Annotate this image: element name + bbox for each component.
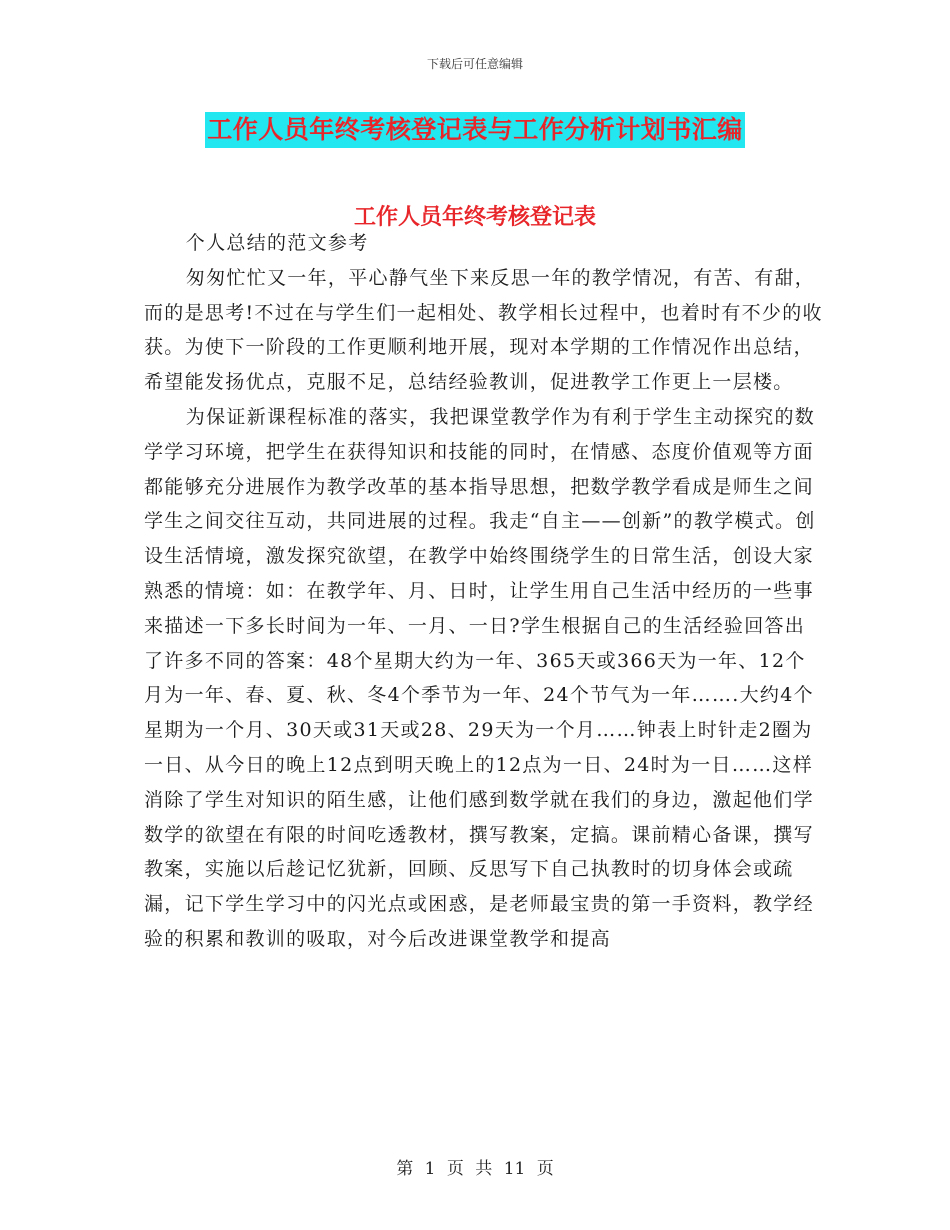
body-paragraph: 个人总结的范文参考 [185, 232, 369, 254]
body-paragraph: 匆匆忙忙又一年，平心静气坐下来反思一年的教学情况，有苦、有甜，而的是思考!不过在与学生们一起相处、教学相长过程中，也着时有不少的收获。为使下一阶段的工作更顺利地开展，现对本学期的工作情况作出总结，希望能发扬优点，克服不足，总结经验教训，促进教学工作更上一层楼。 [144, 266, 823, 394]
page-number: 第 1 页 共 11 页 [396, 1159, 554, 1179]
header-note: 下载后可任意编辑 [426, 57, 523, 71]
body-paragraph: 为保证新课程标准的落实，我把课堂教学作为有利于学生主动探究的数学学习环境，把学生在获得知识和技能的同时，在情感、态度价值观等方面都能够充分进展作为教学改革的基本指导思想，把数学教学看成是师生之间学生之间交往互动，共同进展的过程。我走“自主——创新”的教学模式。创设生活情境，激发探究欲望，在教学中始终围绕学生的日常生活，创设大家熟悉的情境：如：在教学年、月、日时，让学生用自己生活中经历的一些事来描述一下多长时间为一年、一月、一日?学生根据自己的生活经验回答出了许多不同的答案：48个星期大约为一年、365天或366天为一年、12个月为一年、春、夏、秋、冬4个季节为一年、24个节气为一年…….大约4个星期为一个月、30天或31天或28、29天为一个月……钟表上时针走2圈为一日、从今日的晚上12点到明天晚上的12点为一日、24时为一日……这样消除了学生对知识的陌生感，让他们感到数学就在我们的身边，激起他们学数学的欲望在有限的时间吃透教材，撰写教案，定搞。课前精心备课，撰写教案，实施以后趁记忆犹新，回顾、反思写下自己执教时的切身体会或疏漏，记下学生学习中的闪光点或困惑，是老师最宝贵的第一手资料，教学经验的积累和教训的吸取，对今后改进课堂教学和提高 [144, 405, 816, 950]
document-body [144, 226, 824, 957]
document-title-text: 工作人员年终考核登记表与工作分析计划书汇编 [205, 112, 745, 148]
document-title [0, 112, 950, 148]
section-title: 工作人员年终考核登记表 [353, 204, 596, 230]
